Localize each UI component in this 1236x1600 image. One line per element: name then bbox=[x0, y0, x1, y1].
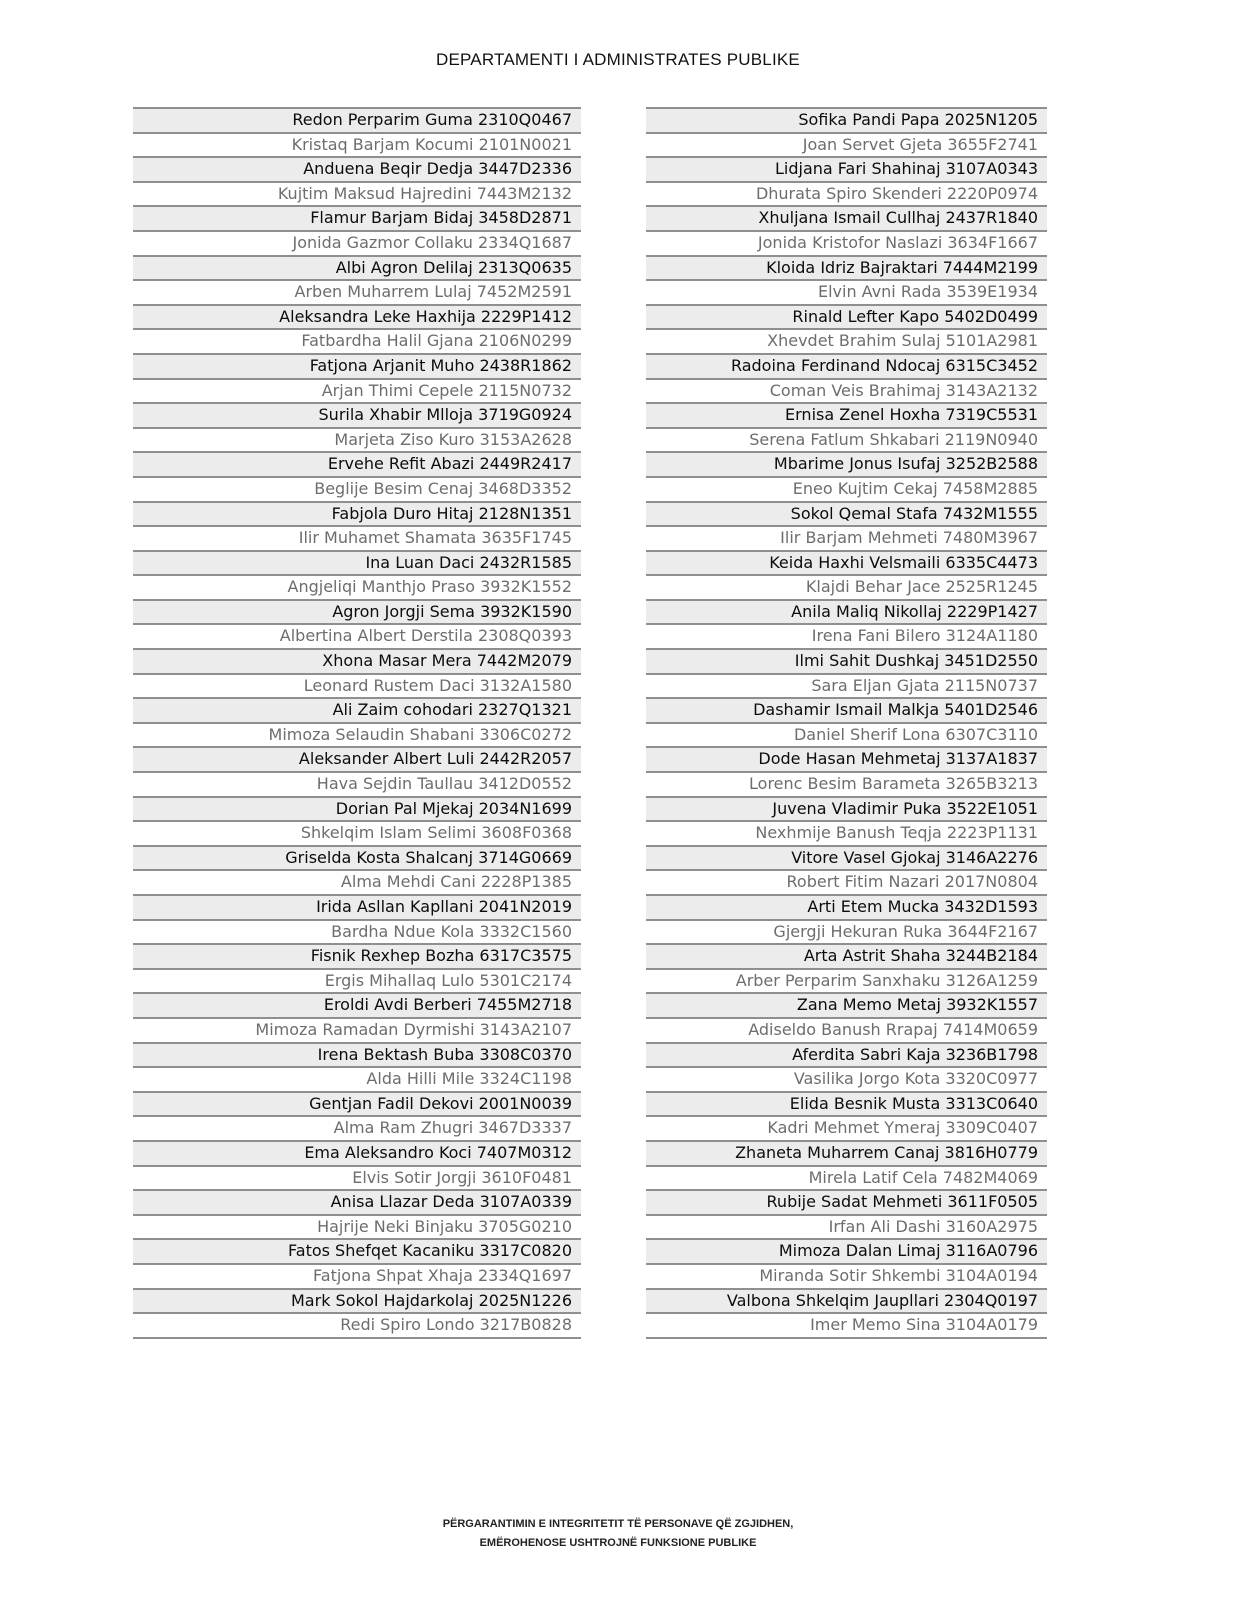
list-item: Beglije Besim Cenaj 3468D3352 bbox=[133, 478, 581, 503]
list-item: Arta Astrit Shaha 3244B2184 bbox=[646, 945, 1047, 970]
list-item: Mark Sokol Hajdarkolaj 2025N1226 bbox=[133, 1290, 581, 1315]
list-item: Ernisa Zenel Hoxha 7319C5531 bbox=[646, 404, 1047, 429]
left-name-list bbox=[133, 107, 581, 1339]
list-item: Surila Xhabir Mlloja 3719G0924 bbox=[133, 404, 581, 429]
list-item: Aleksandra Leke Haxhija 2229P1412 bbox=[133, 306, 581, 331]
list-item: Irida Asllan Kapllani 2041N2019 bbox=[133, 896, 581, 921]
list-item: Kujtim Maksud Hajredini 7443M2132 bbox=[133, 183, 581, 208]
list-item: Leonard Rustem Daci 3132A1580 bbox=[133, 675, 581, 700]
list-item: Valbona Shkelqim Jaupllari 2304Q0197 bbox=[646, 1290, 1047, 1315]
list-item: Elvin Avni Rada 3539E1934 bbox=[646, 281, 1047, 306]
list-item: Zana Memo Metaj 3932K1557 bbox=[646, 994, 1047, 1019]
list-item: Agron Jorgji Sema 3932K1590 bbox=[133, 601, 581, 626]
list-item: Lidjana Fari Shahinaj 3107A0343 bbox=[646, 158, 1047, 183]
footer-line-2: EMËROHENOSE USHTROJNË FUNKSIONE PUBLIKE bbox=[479, 1537, 757, 1549]
list-item: Serena Fatlum Shkabari 2119N0940 bbox=[646, 429, 1047, 454]
list-item: Griselda Kosta Shalcanj 3714G0669 bbox=[133, 847, 581, 872]
list-item: Coman Veis Brahimaj 3143A2132 bbox=[646, 380, 1047, 405]
list-item: Mirela Latif Cela 7482M4069 bbox=[646, 1167, 1047, 1192]
list-item: Alma Mehdi Cani 2228P1385 bbox=[133, 871, 581, 896]
list-item: Vitore Vasel Gjokaj 3146A2276 bbox=[646, 847, 1047, 872]
list-item: Flamur Barjam Bidaj 3458D2871 bbox=[133, 207, 581, 232]
list-item: Arben Muharrem Lulaj 7452M2591 bbox=[133, 281, 581, 306]
list-item: Ina Luan Daci 2432R1585 bbox=[133, 552, 581, 577]
footer-line-1: PËRGARANTIMIN E INTEGRITETIT TË PERSONAVE QË ZGJIDHEN, bbox=[442, 1518, 794, 1530]
list-item: Xhuljana Ismail Cullhaj 2437R1840 bbox=[646, 207, 1047, 232]
list-item: Imer Memo Sina 3104A0179 bbox=[646, 1314, 1047, 1339]
page-title: DEPARTAMENTI I ADMINISTRATES PUBLIKE bbox=[436, 50, 800, 69]
list-item: Arber Perparim Sanxhaku 3126A1259 bbox=[646, 970, 1047, 995]
list-item: Albi Agron Delilaj 2313Q0635 bbox=[133, 257, 581, 282]
list-item: Zhaneta Muharrem Canaj 3816H0779 bbox=[646, 1142, 1047, 1167]
list-item: Fabjola Duro Hitaj 2128N1351 bbox=[133, 503, 581, 528]
list-item: Arti Etem Mucka 3432D1593 bbox=[646, 896, 1047, 921]
list-item: Eroldi Avdi Berberi 7455M2718 bbox=[133, 994, 581, 1019]
list-item: Klajdi Behar Jace 2525R1245 bbox=[646, 576, 1047, 601]
list-item: Kristaq Barjam Kocumi 2101N0021 bbox=[133, 134, 581, 159]
list-item: Angjeliqi Manthjo Praso 3932K1552 bbox=[133, 576, 581, 601]
list-item: Vasilika Jorgo Kota 3320C0977 bbox=[646, 1068, 1047, 1093]
list-item: Irena Fani Bilero 3124A1180 bbox=[646, 625, 1047, 650]
list-item: Dhurata Spiro Skenderi 2220P0974 bbox=[646, 183, 1047, 208]
list-item: Kadri Mehmet Ymeraj 3309C0407 bbox=[646, 1117, 1047, 1142]
list-item: Joan Servet Gjeta 3655F2741 bbox=[646, 134, 1047, 159]
list-item: Robert Fitim Nazari 2017N0804 bbox=[646, 871, 1047, 896]
list-item: Sofika Pandi Papa 2025N1205 bbox=[646, 109, 1047, 134]
list-item: Xhevdet Brahim Sulaj 5101A2981 bbox=[646, 330, 1047, 355]
list-item: Ergis Mihallaq Lulo 5301C2174 bbox=[133, 970, 581, 995]
list-item: Mimoza Ramadan Dyrmishi 3143A2107 bbox=[133, 1019, 581, 1044]
list-item: Ilir Barjam Mehmeti 7480M3967 bbox=[646, 527, 1047, 552]
list-item: Alda Hilli Mile 3324C1198 bbox=[133, 1068, 581, 1093]
list-item: Aferdita Sabri Kaja 3236B1798 bbox=[646, 1044, 1047, 1069]
list-item: Jonida Gazmor Collaku 2334Q1687 bbox=[133, 232, 581, 257]
list-item: Eneo Kujtim Cekaj 7458M2885 bbox=[646, 478, 1047, 503]
list-item: Ilmi Sahit Dushkaj 3451D2550 bbox=[646, 650, 1047, 675]
list-item: Ali Zaim cohodari 2327Q1321 bbox=[133, 699, 581, 724]
list-item: Anila Maliq Nikollaj 2229P1427 bbox=[646, 601, 1047, 626]
list-item: Ervehe Refit Abazi 2449R2417 bbox=[133, 453, 581, 478]
list-item: Alma Ram Zhugri 3467D3337 bbox=[133, 1117, 581, 1142]
list-item: Fatbardha Halil Gjana 2106N0299 bbox=[133, 330, 581, 355]
list-item: Ilir Muhamet Shamata 3635F1745 bbox=[133, 527, 581, 552]
list-item: Rinald Lefter Kapo 5402D0499 bbox=[646, 306, 1047, 331]
list-item: Nexhmije Banush Teqja 2223P1131 bbox=[646, 822, 1047, 847]
list-item: Rubije Sadat Mehmeti 3611F0505 bbox=[646, 1191, 1047, 1216]
list-item: Gjergji Hekuran Ruka 3644F2167 bbox=[646, 921, 1047, 946]
list-item: Arjan Thimi Cepele 2115N0732 bbox=[133, 380, 581, 405]
list-item: Hava Sejdin Taullau 3412D0552 bbox=[133, 773, 581, 798]
list-item: Fisnik Rexhep Bozha 6317C3575 bbox=[133, 945, 581, 970]
list-item: Juvena Vladimir Puka 3522E1051 bbox=[646, 798, 1047, 823]
list-item: Mimoza Dalan Limaj 3116A0796 bbox=[646, 1240, 1047, 1265]
list-item: Xhona Masar Mera 7442M2079 bbox=[133, 650, 581, 675]
list-item: Dorian Pal Mjekaj 2034N1699 bbox=[133, 798, 581, 823]
list-item: Shkelqim Islam Selimi 3608F0368 bbox=[133, 822, 581, 847]
list-item: Gentjan Fadil Dekovi 2001N0039 bbox=[133, 1093, 581, 1118]
list-item: Anduena Beqir Dedja 3447D2336 bbox=[133, 158, 581, 183]
list-item: Redon Perparim Guma 2310Q0467 bbox=[133, 109, 581, 134]
list-item: Bardha Ndue Kola 3332C1560 bbox=[133, 921, 581, 946]
list-item: Lorenc Besim Barameta 3265B3213 bbox=[646, 773, 1047, 798]
list-item: Anisa Llazar Deda 3107A0339 bbox=[133, 1191, 581, 1216]
list-item: Hajrije Neki Binjaku 3705G0210 bbox=[133, 1216, 581, 1241]
list-item: Radoina Ferdinand Ndocaj 6315C3452 bbox=[646, 355, 1047, 380]
list-item: Dashamir Ismail Malkja 5401D2546 bbox=[646, 699, 1047, 724]
list-item: Ema Aleksandro Koci 7407M0312 bbox=[133, 1142, 581, 1167]
list-item: Irena Bektash Buba 3308C0370 bbox=[133, 1044, 581, 1069]
list-item: Keida Haxhi Velsmaili 6335C4473 bbox=[646, 552, 1047, 577]
list-item: Aleksander Albert Luli 2442R2057 bbox=[133, 748, 581, 773]
list-item: Sara Eljan Gjata 2115N0737 bbox=[646, 675, 1047, 700]
list-item: Elvis Sotir Jorgji 3610F0481 bbox=[133, 1167, 581, 1192]
list-item: Fatos Shefqet Kacaniku 3317C0820 bbox=[133, 1240, 581, 1265]
list-item: Jonida Kristofor Naslazi 3634F1667 bbox=[646, 232, 1047, 257]
list-item: Elida Besnik Musta 3313C0640 bbox=[646, 1093, 1047, 1118]
list-item: Fatjona Shpat Xhaja 2334Q1697 bbox=[133, 1265, 581, 1290]
list-item: Kloida Idriz Bajraktari 7444M2199 bbox=[646, 257, 1047, 282]
list-item: Mimoza Selaudin Shabani 3306C0272 bbox=[133, 724, 581, 749]
list-item: Dode Hasan Mehmetaj 3137A1837 bbox=[646, 748, 1047, 773]
list-item: Redi Spiro Londo 3217B0828 bbox=[133, 1314, 581, 1339]
list-item: Fatjona Arjanit Muho 2438R1862 bbox=[133, 355, 581, 380]
list-item: Marjeta Ziso Kuro 3153A2628 bbox=[133, 429, 581, 454]
list-item: Miranda Sotir Shkembi 3104A0194 bbox=[646, 1265, 1047, 1290]
list-item: Mbarime Jonus Isufaj 3252B2588 bbox=[646, 453, 1047, 478]
list-item: Irfan Ali Dashi 3160A2975 bbox=[646, 1216, 1047, 1241]
right-name-list bbox=[646, 107, 1047, 1339]
list-item: Sokol Qemal Stafa 7432M1555 bbox=[646, 503, 1047, 528]
list-item: Albertina Albert Derstila 2308Q0393 bbox=[133, 625, 581, 650]
list-item: Daniel Sherif Lona 6307C3110 bbox=[646, 724, 1047, 749]
footer bbox=[0, 1515, 1236, 1553]
list-item: Adiseldo Banush Rrapaj 7414M0659 bbox=[646, 1019, 1047, 1044]
